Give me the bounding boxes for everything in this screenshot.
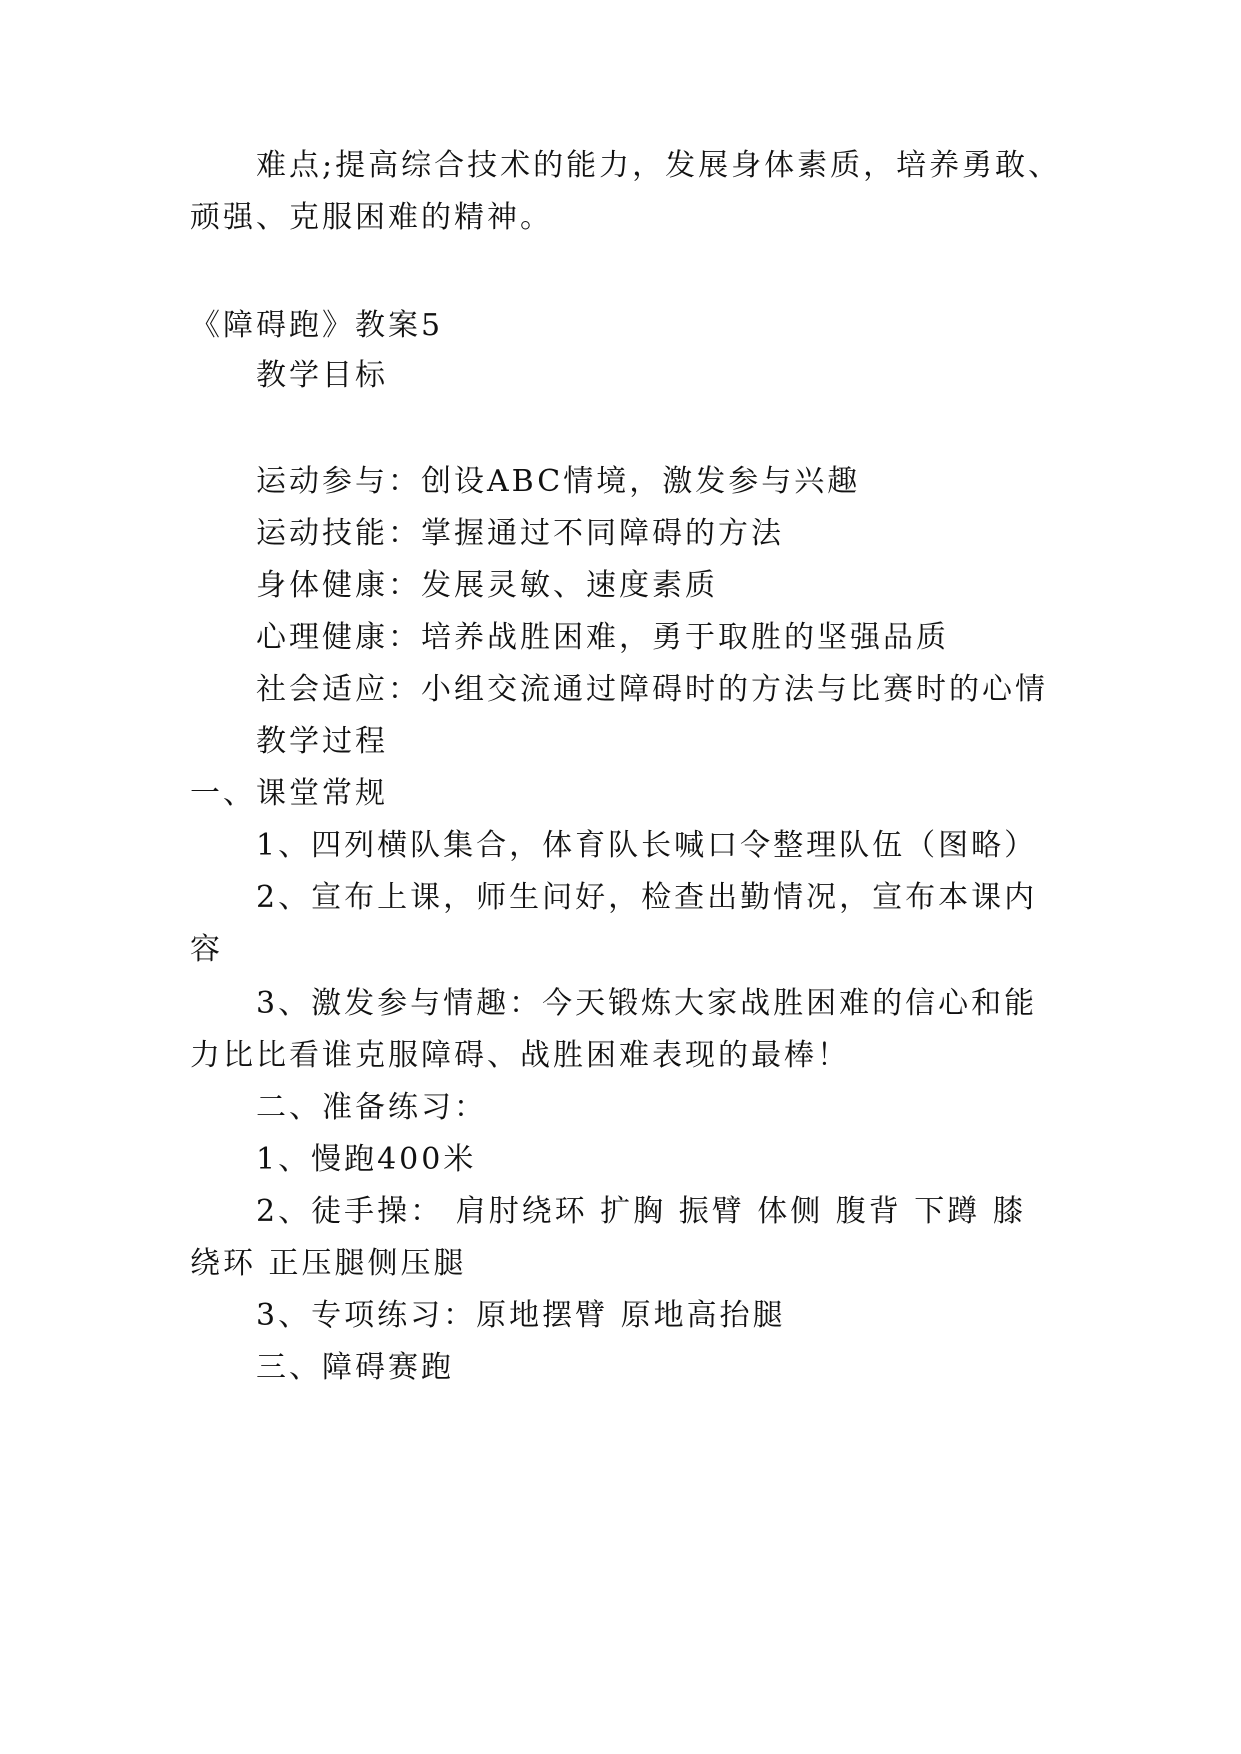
objective-skills: 运动技能：掌握通过不同障碍的方法 <box>256 516 784 551</box>
objective-participation: 运动参与：创设ABC情境，激发参与兴趣 <box>256 464 861 499</box>
objective-social-adaptation: 社会适应：小组交流通过障碍时的方法与比赛时的心情 <box>256 672 1048 707</box>
part-two-heading: 二、准备练习： <box>256 1090 487 1125</box>
warmup-item-2-line-1: 2、徒手操： 肩肘绕环 扩胸 振臂 体侧 腹背 下蹲 膝 <box>256 1194 1026 1229</box>
part-three-heading: 三、障碍赛跑 <box>256 1350 454 1385</box>
warmup-item-2-line-2: 绕环 正压腿侧压腿 <box>190 1246 467 1281</box>
part-one-heading: 一、课堂常规 <box>190 776 388 811</box>
paragraph-difficulty-line-1: 难点;提高综合技术的能力，发展身体素质，培养勇敢、 <box>256 148 1062 183</box>
routine-item-2-line-1: 2、宣布上课，师生问好，检查出勤情况，宣布本课内 <box>256 880 1038 915</box>
section-heading-objectives: 教学目标 <box>256 358 388 393</box>
lesson-title: 《障碍跑》教案5 <box>190 308 444 343</box>
routine-item-3-line-2: 力比比看谁克服障碍、战胜困难表现的最棒！ <box>190 1038 850 1073</box>
warmup-item-1: 1、慢跑400米 <box>256 1142 477 1177</box>
objective-physical-health: 身体健康：发展灵敏、速度素质 <box>256 568 718 603</box>
routine-item-1: 1、四列横队集合，体育队长喊口令整理队伍（图略） <box>256 828 1038 863</box>
section-heading-process: 教学过程 <box>256 724 388 759</box>
routine-item-3-line-1: 3、激发参与情趣：今天锻炼大家战胜困难的信心和能 <box>256 986 1038 1021</box>
routine-item-2-line-2: 容 <box>190 932 223 967</box>
warmup-item-3: 3、专项练习：原地摆臂 原地高抬腿 <box>256 1298 786 1333</box>
objective-mental-health: 心理健康：培养战胜困难，勇于取胜的坚强品质 <box>256 620 949 655</box>
paragraph-difficulty-line-2: 顽强、克服困难的精神。 <box>190 200 553 235</box>
